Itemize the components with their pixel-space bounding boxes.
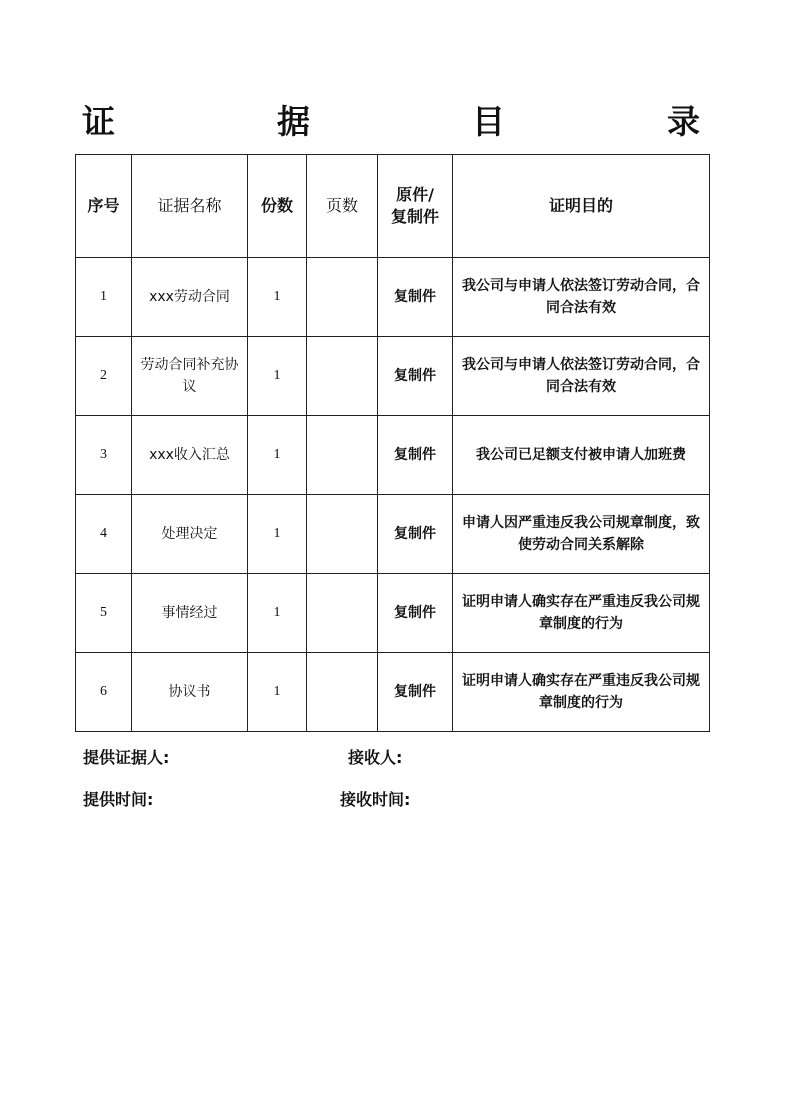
cell-name: 事情经过 [132, 574, 248, 653]
title-char: 据 [277, 101, 310, 141]
table-header-row [76, 155, 710, 258]
document-title [82, 96, 700, 142]
header-original-line1: 原件/ [396, 185, 434, 204]
provider-label: 提供证据人: [83, 748, 170, 767]
cell-type: 复制件 [378, 258, 453, 337]
cell-name: 劳动合同补充协议 [132, 337, 248, 416]
cell-type: 复制件 [378, 337, 453, 416]
cell-index: 1 [76, 258, 132, 337]
table-row [76, 337, 710, 416]
title-char: 目 [472, 101, 505, 141]
header-copies: 份数 [248, 155, 307, 258]
cell-type: 复制件 [378, 574, 453, 653]
cell-name: xxx劳动合同 [132, 258, 248, 337]
cell-pages [307, 495, 378, 574]
table-row [76, 653, 710, 732]
cell-pages [307, 416, 378, 495]
cell-copies: 1 [248, 416, 307, 495]
table-row [76, 495, 710, 574]
provide-time-label: 提供时间: [83, 790, 154, 809]
cell-pages [307, 258, 378, 337]
header-original-line2: 复制件 [390, 207, 439, 226]
header-original-copy [378, 155, 453, 258]
receiver-label: 接收人: [348, 748, 403, 767]
cell-pages [307, 574, 378, 653]
cell-index: 5 [76, 574, 132, 653]
cell-purpose: 证明申请人确实存在严重违反我公司规章制度的行为 [453, 574, 710, 653]
cell-pages [307, 337, 378, 416]
cell-name: 处理决定 [132, 495, 248, 574]
cell-purpose: 我公司已足额支付被申请人加班费 [453, 416, 710, 495]
cell-type: 复制件 [378, 653, 453, 732]
evidence-table [75, 154, 710, 732]
cell-copies: 1 [248, 653, 307, 732]
header-index: 序号 [76, 155, 132, 258]
cell-copies: 1 [248, 337, 307, 416]
header-pages: 页数 [307, 155, 378, 258]
cell-index: 4 [76, 495, 132, 574]
cell-type: 复制件 [378, 416, 453, 495]
table-row [76, 258, 710, 337]
cell-purpose: 证明申请人确实存在严重违反我公司规章制度的行为 [453, 653, 710, 732]
cell-index: 3 [76, 416, 132, 495]
cell-name: 协议书 [132, 653, 248, 732]
cell-pages [307, 653, 378, 732]
cell-name: xxx收入汇总 [132, 416, 248, 495]
cell-index: 2 [76, 337, 132, 416]
cell-index: 6 [76, 653, 132, 732]
cell-type: 复制件 [378, 495, 453, 574]
header-purpose: 证明目的 [453, 155, 710, 258]
receive-time-label: 接收时间: [340, 790, 411, 809]
title-char: 录 [667, 101, 700, 141]
header-name: 证据名称 [132, 155, 248, 258]
cell-purpose: 我公司与申请人依法签订劳动合同，合同合法有效 [453, 258, 710, 337]
cell-copies: 1 [248, 574, 307, 653]
cell-copies: 1 [248, 495, 307, 574]
table-row [76, 416, 710, 495]
cell-purpose: 我公司与申请人依法签订劳动合同，合同合法有效 [453, 337, 710, 416]
table-row [76, 574, 710, 653]
cell-copies: 1 [248, 258, 307, 337]
cell-purpose: 申请人因严重违反我公司规章制度，致使劳动合同关系解除 [453, 495, 710, 574]
title-char: 证 [82, 101, 115, 141]
